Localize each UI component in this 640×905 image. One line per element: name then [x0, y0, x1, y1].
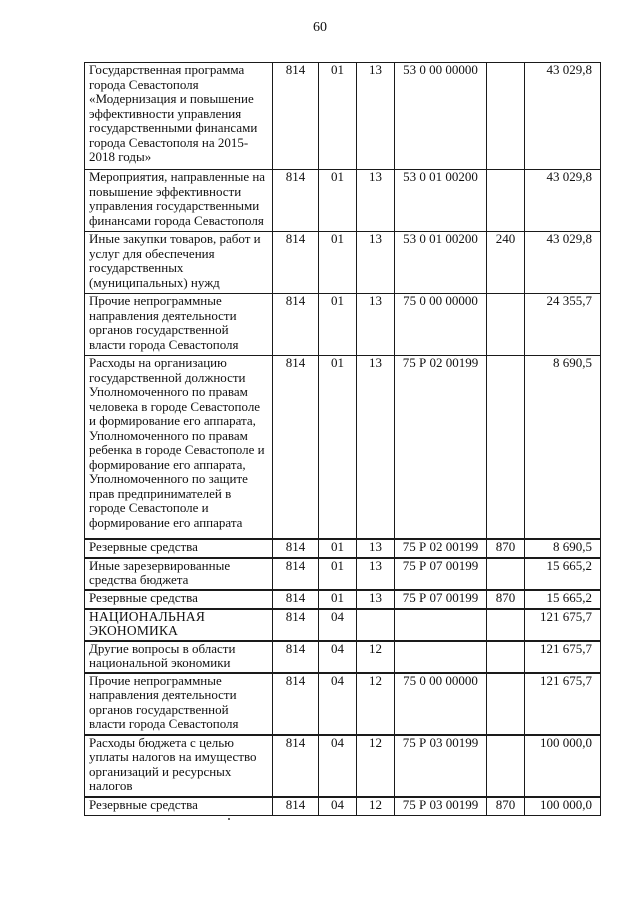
- row-csr: 75 Р 02 00199: [395, 539, 487, 558]
- row-rz: 01: [319, 63, 357, 170]
- row-pr: 12: [357, 673, 395, 735]
- row-vr: [487, 63, 525, 170]
- row-ved: 814: [273, 558, 319, 590]
- row-vr: 870: [487, 797, 525, 816]
- row-pr: 12: [357, 735, 395, 797]
- table-row: [85, 797, 601, 816]
- row-pr: 13: [357, 170, 395, 232]
- row-rz: 01: [319, 170, 357, 232]
- row-pr: 12: [357, 641, 395, 673]
- row-rz: 04: [319, 609, 357, 641]
- table-row: [85, 539, 601, 558]
- row-ved: 814: [273, 735, 319, 797]
- row-rz: 04: [319, 735, 357, 797]
- row-name: Прочие непрограммные направления деятельности органов государственной власти города Севастополя: [85, 673, 273, 735]
- row-rz: 04: [319, 641, 357, 673]
- row-vr: [487, 609, 525, 641]
- row-rz: 01: [319, 294, 357, 356]
- row-vr: [487, 170, 525, 232]
- row-vr: 870: [487, 539, 525, 558]
- row-csr: 53 0 01 00200: [395, 232, 487, 294]
- table-row: [85, 735, 601, 797]
- row-vr: [487, 294, 525, 356]
- budget-table: [84, 62, 601, 816]
- row-csr: 75 Р 03 00199: [395, 797, 487, 816]
- row-rz: 01: [319, 232, 357, 294]
- row-vr: 240: [487, 232, 525, 294]
- row-ved: 814: [273, 641, 319, 673]
- row-amount: 15 665,2: [525, 558, 601, 590]
- row-rz: 04: [319, 797, 357, 816]
- table-row: [85, 170, 601, 232]
- row-amount: 15 665,2: [525, 590, 601, 609]
- row-pr: 13: [357, 294, 395, 356]
- row-amount: 100 000,0: [525, 735, 601, 797]
- page-number: 60: [313, 20, 327, 35]
- row-vr: [487, 641, 525, 673]
- row-csr: 53 0 00 00000: [395, 63, 487, 170]
- row-rz: 01: [319, 558, 357, 590]
- table-row: [85, 232, 601, 294]
- row-pr: 12: [357, 797, 395, 816]
- row-amount: 8 690,5: [525, 356, 601, 539]
- row-ved: 814: [273, 609, 319, 641]
- row-ved: 814: [273, 63, 319, 170]
- row-vr: [487, 558, 525, 590]
- row-amount: 8 690,5: [525, 539, 601, 558]
- row-ved: 814: [273, 356, 319, 539]
- row-vr: [487, 356, 525, 539]
- row-csr: [395, 641, 487, 673]
- row-amount: 43 029,8: [525, 170, 601, 232]
- row-amount: 24 355,7: [525, 294, 601, 356]
- row-pr: 13: [357, 232, 395, 294]
- row-ved: 814: [273, 170, 319, 232]
- row-name: Другие вопросы в области национальной экономики: [85, 641, 273, 673]
- row-csr: 53 0 01 00200: [395, 170, 487, 232]
- row-amount: 121 675,7: [525, 673, 601, 735]
- row-name: Иные закупки товаров, работ и услуг для обеспечения государственных (муниципальных) нужд: [85, 232, 273, 294]
- row-amount: 43 029,8: [525, 63, 601, 170]
- row-rz: 01: [319, 590, 357, 609]
- row-name: Государственная программа города Севастополя «Модернизация и повышение эффективности управления государственными финансами города Севастополя на 2015-2018 годы»: [85, 63, 273, 170]
- row-ved: 814: [273, 673, 319, 735]
- row-pr: 13: [357, 558, 395, 590]
- table-row: [85, 609, 601, 641]
- row-pr: 13: [357, 539, 395, 558]
- row-pr: [357, 609, 395, 641]
- row-amount: 121 675,7: [525, 641, 601, 673]
- row-ved: 814: [273, 539, 319, 558]
- row-ved: 814: [273, 294, 319, 356]
- row-csr: 75 0 00 00000: [395, 673, 487, 735]
- table-row: [85, 590, 601, 609]
- row-pr: 13: [357, 63, 395, 170]
- row-name: Иные зарезервированные средства бюджета: [85, 558, 273, 590]
- row-vr: [487, 673, 525, 735]
- row-vr: [487, 735, 525, 797]
- row-name: Мероприятия, направленные на повышение эффективности управления государственными финансами города Севастополя: [85, 170, 273, 232]
- table-row: [85, 641, 601, 673]
- row-csr: 75 Р 02 00199: [395, 356, 487, 539]
- row-csr: 75 Р 07 00199: [395, 590, 487, 609]
- row-csr: 75 Р 03 00199: [395, 735, 487, 797]
- row-csr: 75 Р 07 00199: [395, 558, 487, 590]
- table-row: [85, 673, 601, 735]
- row-pr: 13: [357, 356, 395, 539]
- row-name: Прочие непрограммные направления деятельности органов государственной власти города Севастополя: [85, 294, 273, 356]
- row-name: НАЦИОНАЛЬНАЯ ЭКОНОМИКА: [85, 609, 273, 641]
- row-rz: 01: [319, 539, 357, 558]
- scan-speck: [228, 818, 230, 820]
- row-ved: 814: [273, 232, 319, 294]
- row-ved: 814: [273, 797, 319, 816]
- row-csr: [395, 609, 487, 641]
- table-row: [85, 558, 601, 590]
- row-pr: 13: [357, 590, 395, 609]
- row-vr: 870: [487, 590, 525, 609]
- row-rz: 01: [319, 356, 357, 539]
- row-rz: 04: [319, 673, 357, 735]
- row-amount: 100 000,0: [525, 797, 601, 816]
- row-name: Расходы бюджета с целью уплаты налогов на имущество организаций и ресурсных налогов: [85, 735, 273, 797]
- row-name: Расходы на организацию государственной должности Уполномоченного по правам человека в городе Севастополе и формирование его аппарата, Уполномоченного по правам ребенка в городе Севастополе и формирование его аппарата, Уполномоченного по защите прав предпринимателей в городе Севастополе и формирование его аппарата: [85, 356, 273, 539]
- row-ved: 814: [273, 590, 319, 609]
- table-row: [85, 356, 601, 539]
- row-name: Резервные средства: [85, 590, 273, 609]
- row-csr: 75 0 00 00000: [395, 294, 487, 356]
- row-name: Резервные средства: [85, 539, 273, 558]
- row-amount: 121 675,7: [525, 609, 601, 641]
- row-amount: 43 029,8: [525, 232, 601, 294]
- row-name: Резервные средства: [85, 797, 273, 816]
- table-row: [85, 63, 601, 170]
- table-row: [85, 294, 601, 356]
